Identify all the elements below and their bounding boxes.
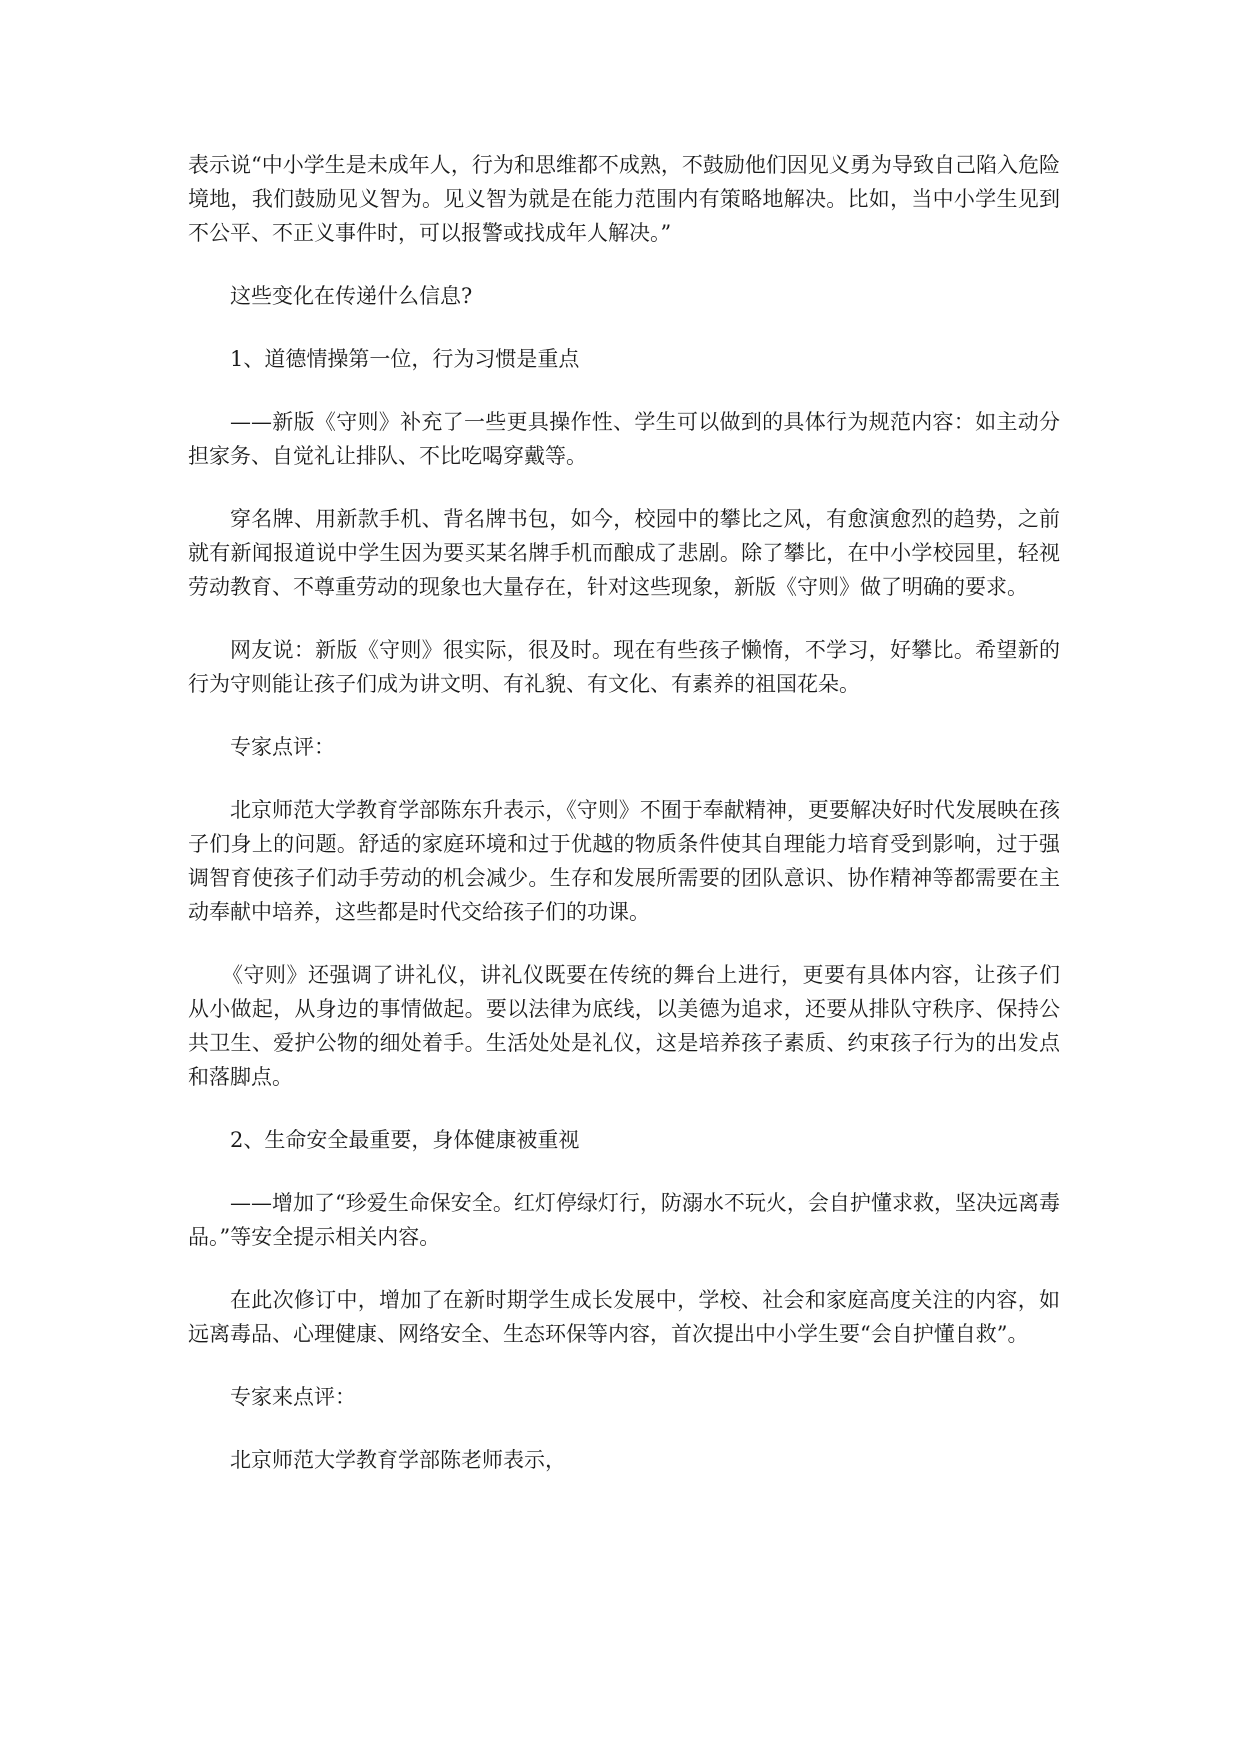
paragraph-expert-2: 北京师范大学教育学部陈老师表示， — [230, 1448, 566, 1472]
expert-comment-label: 专家点评： — [230, 735, 335, 759]
section-heading-1: 1、道德情操第一位，行为习惯是重点 — [230, 347, 580, 371]
paragraph-etiquette: 《守则》还强调了讲礼仪，讲礼仪既要在传统的舞台上进行，更要有具体内容，让孩子们从小做起，从身边的事情做起。要以法律为底线，以美德为追求，还要从排队守秩序、保持公共卫生、爱护公物的细处着手。生活处处是礼仪，这是培养孩子素质、约束孩子行为的出发点和落脚点。 — [188, 963, 1060, 1089]
expert-comment-label-2: 专家来点评： — [230, 1385, 356, 1409]
paragraph-new-rules: ——新版《守则》补充了一些更具操作性、学生可以做到的具体行为规范内容：如主动分担家务、自觉礼让排队、不比吃喝穿戴等。 — [188, 410, 1060, 468]
section-heading-2: 2、生命安全最重要，身体健康被重视 — [230, 1128, 580, 1152]
paragraph-quote-continuation: 表示说“中小学生是未成年人，行为和思维都不成熟，不鼓励他们因见义勇为导致自己陷入危险境地，我们鼓励见义智为。见义智为就是在能力范围内有策略地解决。比如，当中小学生见到不公平、不正义事件时，可以报警或找成年人解决。” — [188, 153, 1060, 245]
document-body — [188, 148, 1060, 1506]
paragraph-question: 这些变化在传递什么信息? — [230, 284, 473, 308]
paragraph-expert-1: 北京师范大学教育学部陈东升表示，《守则》不囿于奉献精神，更要解决好时代发展映在孩子们身上的问题。舒适的家庭环境和过于优越的物质条件使其自理能力培育受到影响，过于强调智育使孩子们动手劳动的机会减少。生存和发展所需要的团队意识、协作精神等都需要在主动奉献中培养，这些都是时代交给孩子们的功课。 — [188, 798, 1060, 924]
paragraph-netizen: 网友说：新版《守则》很实际，很及时。现在有些孩子懒惰，不学习，好攀比。希望新的行为守则能让孩子们成为讲文明、有礼貌、有文化、有素养的祖国花朵。 — [188, 638, 1060, 696]
paragraph-revision: 在此次修订中，增加了在新时期学生成长发展中，学校、社会和家庭高度关注的内容，如远离毒品、心理健康、网络安全、生态环保等内容，首次提出中小学生要“会自护懂自救”。 — [188, 1288, 1060, 1346]
paragraph-comparison: 穿名牌、用新款手机、背名牌书包，如今，校园中的攀比之风，有愈演愈烈的趋势，之前就有新闻报道说中学生因为要买某名牌手机而酿成了悲剧。除了攀比，在中小学校园里，轻视劳动教育、不尊重劳动的现象也大量存在，针对这些现象，新版《守则》做了明确的要求。 — [188, 507, 1060, 599]
paragraph-safety: ——增加了“珍爱生命保安全。红灯停绿灯行，防溺水不玩火，会自护懂求救，坚决远离毒品。”等安全提示相关内容。 — [188, 1191, 1060, 1249]
